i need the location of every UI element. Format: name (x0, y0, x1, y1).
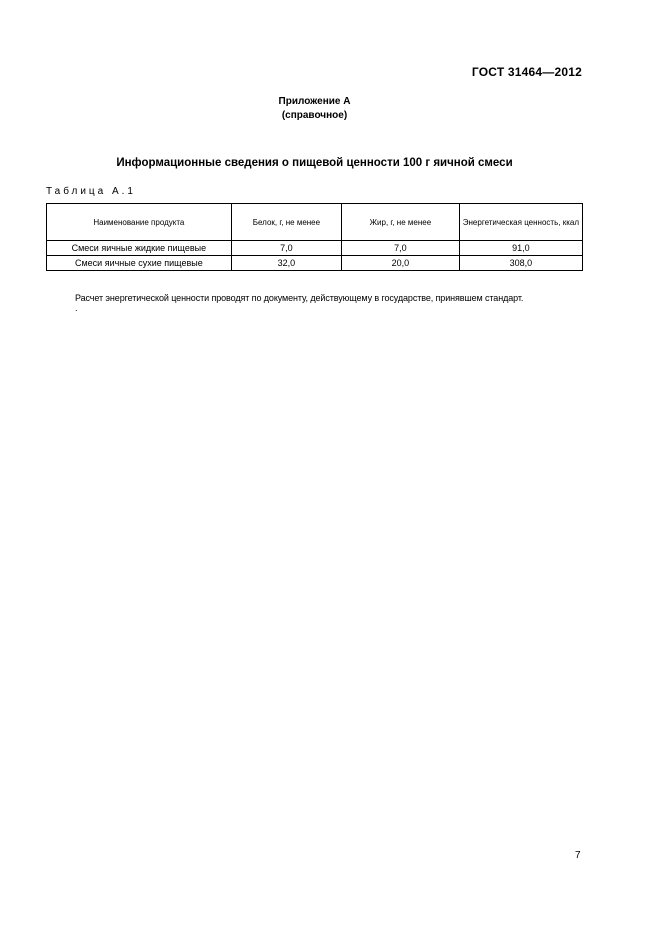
appendix-heading (0, 95, 629, 123)
table-row (47, 256, 583, 271)
nutrition-table (46, 203, 583, 271)
page-number: 7 (575, 850, 581, 861)
header-energy: Энергетическая ценность, ккал (459, 204, 582, 241)
header-fat: Жир, г, не менее (342, 204, 460, 241)
table-label: Таблица А.1 (46, 186, 136, 197)
cell-product-name: Смеси яичные сухие пищевые (47, 256, 232, 271)
note-trailing-mark: . (75, 303, 78, 313)
cell-fat: 20,0 (342, 256, 460, 271)
appendix-subtitle: (справочное) (281, 110, 348, 121)
cell-fat: 7,0 (342, 241, 460, 256)
document-title: Информационные сведения о пищевой ценности 100 г яичной смеси (116, 157, 513, 169)
energy-calculation-note: Расчет энергетической ценности проводят по документу, действующему в государстве, принявшем стандарт. (75, 293, 524, 303)
table-row (47, 241, 583, 256)
cell-protein: 7,0 (231, 241, 341, 256)
table-header-row (47, 204, 583, 241)
standard-code: ГОСТ 31464—2012 (471, 65, 582, 79)
cell-protein: 32,0 (231, 256, 341, 271)
cell-energy: 308,0 (459, 256, 582, 271)
cell-energy: 91,0 (459, 241, 582, 256)
header-protein: Белок, г, не менее (231, 204, 341, 241)
cell-product-name: Смеси яичные жидкие пищевые (47, 241, 232, 256)
header-product-name: Наименование продукта (47, 204, 232, 241)
appendix-title: Приложение А (278, 96, 351, 107)
